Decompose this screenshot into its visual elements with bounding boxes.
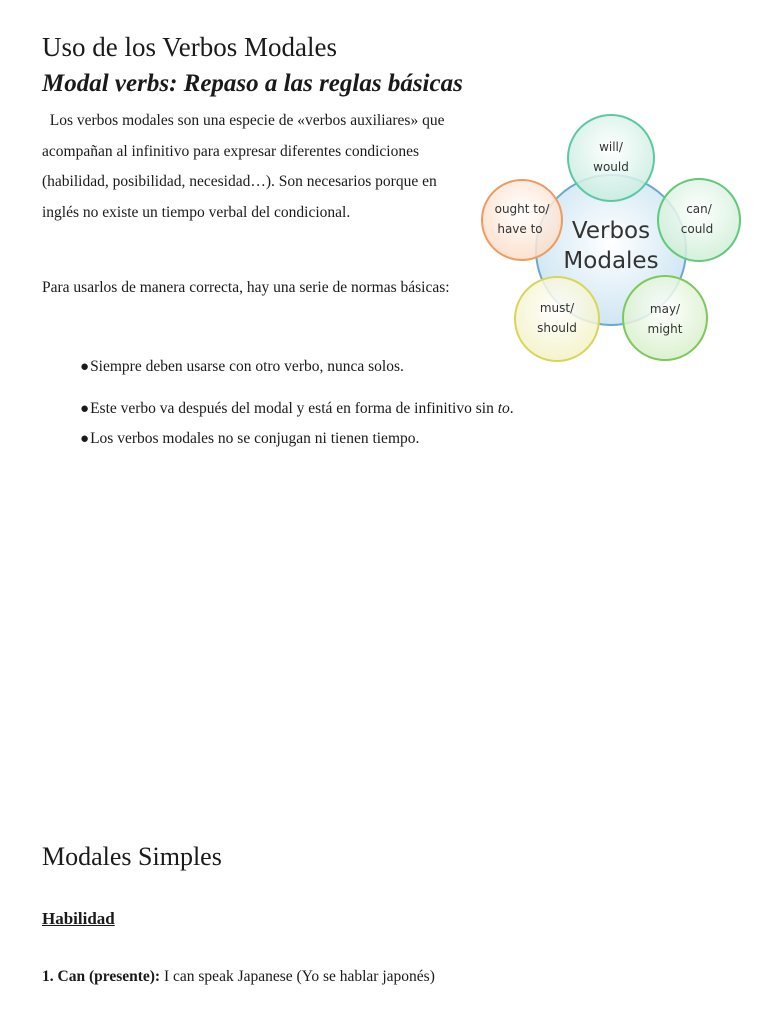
node-label: can/ [686, 202, 712, 216]
rule-item-1 [80, 357, 404, 377]
diagram-center-label-1: Verbos [571, 218, 651, 244]
node-must-should [515, 277, 599, 361]
rule-text: Los verbos modales no se conjugan ni tienen tiempo. [90, 430, 420, 447]
bullet-icon: ● [80, 359, 90, 375]
rule-text-end: . [509, 400, 514, 417]
node-label: would [593, 160, 629, 174]
node-may-might [623, 276, 707, 360]
page-subtitle: Modal verbs: Repaso a las reglas básicas [42, 70, 463, 97]
page-title: Uso de los Verbos Modales [42, 32, 337, 62]
example-label: 1. Can (presente): [42, 968, 161, 985]
diagram-center-label-2: Modales [563, 248, 659, 274]
bullet-icon: ● [80, 401, 90, 417]
rule-item-3 [80, 429, 419, 449]
section-title: Modales Simples [42, 842, 222, 871]
node-will-would [568, 115, 654, 201]
intro-paragraph: Los verbos modales son una especie de «verbos auxiliares» que acompañan al infinitivo para expresar diferentes condiciones (habilidad, posibilidad, necesidad…). Son necesarios porque en inglés no existe un tiempo verbal del condicional. [42, 112, 449, 221]
node-label: could [680, 222, 714, 236]
node-label: will/ [599, 140, 623, 154]
rule-text: Siempre deben usarse con otro verbo, nunca solos. [90, 358, 404, 375]
node-label: may/ [649, 302, 681, 316]
node-label: must/ [539, 301, 575, 315]
node-label: ought to/ [494, 202, 550, 216]
node-label: have to [497, 222, 543, 236]
rule-item-2 [80, 399, 514, 419]
example-text: I can speak Japanese (Yo se hablar japonés) [160, 968, 435, 985]
rule-italic-word: to [497, 400, 510, 417]
subsection-title: Habilidad [42, 909, 115, 928]
bullet-icon: ● [80, 431, 90, 447]
modal-verbs-diagram [478, 110, 744, 366]
node-ought-to-have-to [482, 180, 562, 260]
node-label: might [647, 322, 683, 336]
rule-text: Este verbo va después del modal y está en forma de infinitivo sin [90, 400, 498, 417]
rules-intro-paragraph: Para usarlos de manera correcta, hay una serie de normas básicas: [42, 279, 450, 296]
node-can-could [658, 179, 740, 261]
node-label: should [537, 321, 577, 335]
example-line [42, 968, 435, 986]
